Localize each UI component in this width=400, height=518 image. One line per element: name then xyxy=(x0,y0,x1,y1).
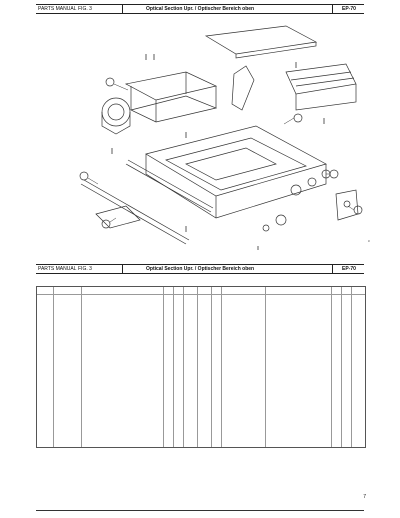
header-divider xyxy=(332,265,333,273)
rail-side xyxy=(296,84,356,110)
gear xyxy=(308,178,316,186)
table-row xyxy=(37,296,365,303)
model-label: EP-70 xyxy=(342,6,356,12)
parts-table xyxy=(36,286,366,448)
cover-plate xyxy=(206,26,316,54)
drive-shaft-2 xyxy=(84,180,189,240)
motor-hub xyxy=(344,201,350,207)
footer-rule xyxy=(36,510,364,511)
motor-bracket xyxy=(336,190,358,220)
gear xyxy=(263,225,269,231)
cover-plate-edge xyxy=(236,42,316,58)
lamp-holder xyxy=(232,66,254,110)
fan-rotor xyxy=(108,104,124,120)
margin-mark: c xyxy=(368,238,370,243)
table-row xyxy=(37,397,365,404)
table-row xyxy=(37,318,365,325)
section-title: Optical Section Upr. / Optischer Bereich oben xyxy=(146,266,255,272)
page-number: 7 xyxy=(363,494,366,500)
callout xyxy=(294,114,302,122)
table-row xyxy=(37,346,365,353)
header-divider xyxy=(122,265,123,273)
lens-well xyxy=(186,148,276,180)
table-row xyxy=(37,368,365,375)
exploded-parts-diagram xyxy=(36,14,366,250)
fig-label: FIG. 3 xyxy=(78,6,92,12)
section-title: Optical Section Upr. / Optischer Bereich oben xyxy=(146,6,255,12)
fig-label: FIG. 3 xyxy=(78,266,92,272)
table-row xyxy=(37,354,365,361)
model-label: EP-70 xyxy=(342,266,356,272)
header-divider xyxy=(122,5,123,13)
table-row xyxy=(37,310,365,317)
table-header xyxy=(36,264,364,274)
table-row xyxy=(37,325,365,332)
bracket-legs xyxy=(131,72,216,122)
manual-label: PARTS MANUAL xyxy=(38,6,77,12)
table-row xyxy=(37,382,365,389)
table-row xyxy=(37,339,365,346)
bracket-lower xyxy=(131,96,216,122)
mirror-bracket xyxy=(126,72,216,100)
table-row xyxy=(37,390,365,397)
table-row xyxy=(37,361,365,368)
top-header xyxy=(36,4,364,14)
callout xyxy=(80,172,88,180)
rail-bars xyxy=(291,72,354,86)
fan-housing xyxy=(102,98,130,126)
header-rule xyxy=(37,294,365,295)
callout xyxy=(330,170,338,178)
table-row xyxy=(37,303,365,310)
callout xyxy=(106,78,114,86)
gear xyxy=(276,215,286,225)
header-divider xyxy=(332,5,333,13)
fan-frame xyxy=(102,112,130,134)
manual-label: PARTS MANUAL xyxy=(38,266,77,272)
carriage-block xyxy=(96,206,140,228)
table-row xyxy=(37,375,365,382)
table-row xyxy=(37,332,365,339)
